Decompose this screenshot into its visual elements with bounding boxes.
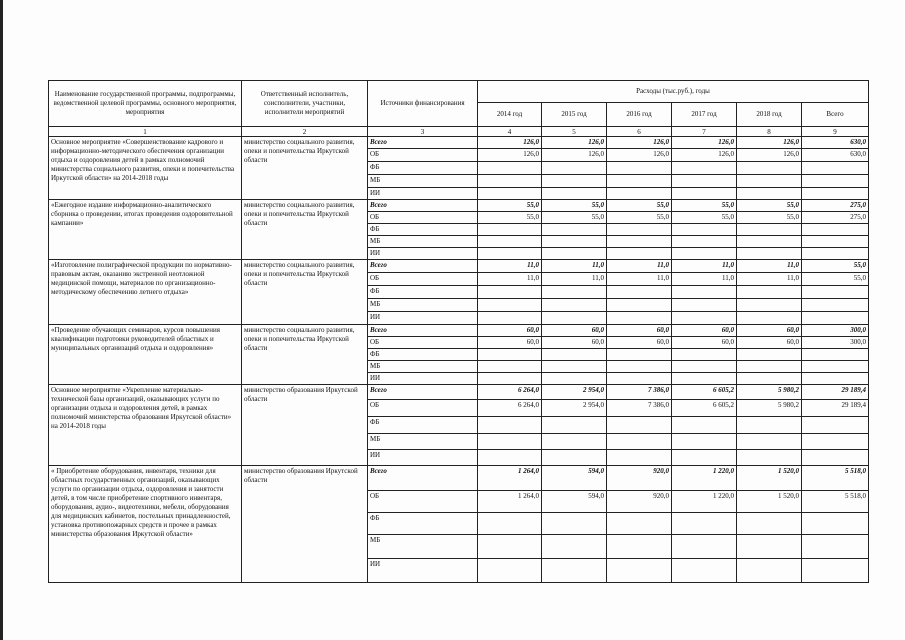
total-value-cell [802, 450, 869, 466]
year-value-cell: 55,0 [542, 200, 607, 212]
year-value-cell: 55,0 [737, 200, 802, 212]
year-value-cell [737, 417, 802, 434]
funding-source: Всего [368, 200, 478, 212]
year-value-cell: 11,0 [542, 260, 607, 273]
year-value-cell [542, 535, 607, 559]
year-value-cell [478, 248, 542, 260]
year-value-cell [478, 286, 542, 299]
year-value-cell [478, 434, 542, 450]
funding-source: ИИ [368, 559, 478, 583]
activity-name: «Проведение обучающих семинаров, курсов повышения квалификации подготовки руководителей областных и муниципальных организаций отдыха и оздоровления» [49, 325, 242, 385]
table-row [49, 466, 869, 491]
activity-executor: министерство социального развития, опеки и попечительства Иркутской области [242, 137, 368, 200]
funding-source: Всего [368, 325, 478, 337]
header-year: 2016 год [607, 103, 672, 127]
year-value-cell: 60,0 [607, 337, 672, 349]
funding-source: ОБ [368, 491, 478, 513]
funding-source: Всего [368, 385, 478, 400]
year-value-cell [607, 373, 672, 385]
year-value-cell: 11,0 [737, 273, 802, 286]
year-value-cell [672, 535, 737, 559]
column-number: 1 [49, 127, 242, 137]
column-number: 2 [242, 127, 368, 137]
year-value-cell [478, 373, 542, 385]
total-value-cell [802, 248, 869, 260]
year-value-cell [542, 349, 607, 361]
activity-name: «Ежегодное издание информационно-аналитического сборника о проведении, итогах проведения оздоровительной кампании» [49, 200, 242, 260]
total-value-cell [802, 224, 869, 236]
year-value-cell [737, 559, 802, 583]
total-value-cell: 5 518,0 [802, 491, 869, 513]
year-value-cell: 11,0 [542, 273, 607, 286]
year-value-cell: 126,0 [607, 137, 672, 149]
year-value-cell: 55,0 [672, 200, 737, 212]
table-row [49, 260, 869, 273]
total-value-cell: 275,0 [802, 200, 869, 212]
year-value-cell: 1 520,0 [737, 491, 802, 513]
funding-source: Всего [368, 260, 478, 273]
year-value-cell [478, 361, 542, 373]
year-value-cell: 60,0 [672, 325, 737, 337]
year-value-cell: 126,0 [542, 137, 607, 149]
year-value-cell: 1 520,0 [737, 466, 802, 491]
total-value-cell [802, 513, 869, 535]
year-value-cell [672, 349, 737, 361]
year-value-cell: 2 954,0 [542, 385, 607, 400]
year-value-cell: 126,0 [672, 149, 737, 162]
year-value-cell [737, 535, 802, 559]
year-value-cell [672, 417, 737, 434]
total-value-cell: 55,0 [802, 260, 869, 273]
table-body [49, 137, 869, 583]
activity-executor: министерство образования Иркутской области [242, 466, 368, 583]
year-value-cell: 11,0 [607, 273, 672, 286]
year-value-cell: 55,0 [478, 212, 542, 224]
year-value-cell: 11,0 [478, 260, 542, 273]
column-number: 4 [478, 127, 542, 137]
year-value-cell: 126,0 [542, 149, 607, 162]
year-value-cell [672, 188, 737, 200]
year-value-cell [672, 312, 737, 325]
year-value-cell: 55,0 [478, 200, 542, 212]
year-value-cell [607, 349, 672, 361]
year-value-cell [737, 188, 802, 200]
funding-source: ФБ [368, 162, 478, 175]
year-value-cell [478, 559, 542, 583]
year-value-cell: 2 954,0 [542, 400, 607, 417]
total-value-cell: 300,0 [802, 325, 869, 337]
total-value-cell [802, 434, 869, 450]
year-value-cell [607, 224, 672, 236]
total-value-cell [802, 286, 869, 299]
year-value-cell [542, 162, 607, 175]
year-value-cell [737, 373, 802, 385]
year-value-cell [478, 188, 542, 200]
total-value-cell: 300,0 [802, 337, 869, 349]
total-value-cell [802, 559, 869, 583]
funding-source: ФБ [368, 513, 478, 535]
year-value-cell [672, 162, 737, 175]
total-value-cell [802, 349, 869, 361]
year-value-cell [737, 349, 802, 361]
year-value-cell: 55,0 [607, 212, 672, 224]
funding-source: ИИ [368, 450, 478, 466]
year-value-cell [607, 434, 672, 450]
year-value-cell [478, 312, 542, 325]
year-value-cell [607, 299, 672, 312]
year-value-cell [737, 224, 802, 236]
year-value-cell [672, 286, 737, 299]
activity-executor: министерство социального развития, опеки и попечительства Иркутской области [242, 325, 368, 385]
year-value-cell [542, 286, 607, 299]
year-value-cell [737, 286, 802, 299]
total-value-cell [802, 535, 869, 559]
total-value-cell: 275,0 [802, 212, 869, 224]
activity-name: Основное мероприятие «Совершенствование кадрового и информационно-методического обеспечения организации отдыха и оздоровления детей в рамках полномочий министерства социального развития, опеки и попечительства Иркутской области» на 2014-2018 годы [49, 137, 242, 200]
table-row [49, 137, 869, 149]
year-value-cell [672, 513, 737, 535]
year-value-cell: 126,0 [737, 137, 802, 149]
year-value-cell: 1 220,0 [672, 466, 737, 491]
year-value-cell: 126,0 [478, 137, 542, 149]
total-value-cell [802, 373, 869, 385]
year-value-cell: 126,0 [672, 137, 737, 149]
funding-source: МБ [368, 434, 478, 450]
total-value-cell [802, 312, 869, 325]
scan-left-edge [0, 0, 3, 640]
year-value-cell [607, 312, 672, 325]
expenses-table [48, 80, 869, 583]
year-value-cell [542, 450, 607, 466]
activity-name: «Изготовление полиграфической продукции по нормативно-правовым актам, оказанию экстренной неотложной медицинской помощи, материалов по организационно-методическому обеспечению летнего отдыха» [49, 260, 242, 325]
year-value-cell [672, 224, 737, 236]
year-value-cell: 594,0 [542, 491, 607, 513]
funding-source: ОБ [368, 400, 478, 417]
year-value-cell: 920,0 [607, 466, 672, 491]
header-name-column: Наименование государственной программы, подпрограммы, ведомственной целевой программы, основного мероприятия, мероприятия [49, 81, 242, 127]
column-number: 8 [737, 127, 802, 137]
table-row [49, 325, 869, 337]
header-year: 2018 год [737, 103, 802, 127]
year-value-cell: 7 386,0 [607, 385, 672, 400]
year-value-cell: 55,0 [607, 200, 672, 212]
year-value-cell [737, 450, 802, 466]
year-value-cell: 11,0 [672, 260, 737, 273]
year-value-cell: 6 264,0 [478, 385, 542, 400]
funding-source: Всего [368, 466, 478, 491]
year-value-cell [737, 513, 802, 535]
year-value-cell: 11,0 [607, 260, 672, 273]
year-value-cell [607, 175, 672, 188]
year-value-cell [672, 434, 737, 450]
total-value-cell: 630,0 [802, 149, 869, 162]
year-value-cell: 55,0 [737, 212, 802, 224]
year-value-cell [542, 361, 607, 373]
funding-source: Всего [368, 137, 478, 149]
year-value-cell [478, 224, 542, 236]
column-number: 5 [542, 127, 607, 137]
total-value-cell [802, 162, 869, 175]
total-value-cell [802, 175, 869, 188]
funding-source: ИИ [368, 188, 478, 200]
funding-source: ФБ [368, 224, 478, 236]
year-value-cell [737, 236, 802, 248]
year-value-cell: 1 264,0 [478, 491, 542, 513]
funding-source: МБ [368, 175, 478, 188]
year-value-cell [478, 450, 542, 466]
funding-source: МБ [368, 236, 478, 248]
year-value-cell [542, 175, 607, 188]
funding-source: ОБ [368, 273, 478, 286]
year-value-cell: 5 980,2 [737, 400, 802, 417]
year-value-cell [478, 162, 542, 175]
year-value-cell [478, 175, 542, 188]
year-value-cell [542, 417, 607, 434]
year-value-cell: 60,0 [607, 325, 672, 337]
total-value-cell [802, 361, 869, 373]
year-value-cell [737, 434, 802, 450]
year-value-cell: 6 605,2 [672, 385, 737, 400]
year-value-cell: 60,0 [542, 325, 607, 337]
total-value-cell [802, 417, 869, 434]
year-value-cell: 126,0 [607, 149, 672, 162]
funding-source: ФБ [368, 349, 478, 361]
year-value-cell: 60,0 [478, 337, 542, 349]
year-value-cell: 55,0 [542, 212, 607, 224]
activity-name: « Приобретение оборудования, инвентаря, техники для областных государственных организаций, оказывающих услуги по организации отдыха, оздоровления и занятости детей, в том числе приобретение спортивного инвентаря, оборудования, аудио-, видеотехники, мебели, оборудования для медицинских кабинетов, постельных принадлежностей, установка противопожарных средств и прочее в рамках министерства образования Иркутской области» [49, 466, 242, 583]
total-value-cell [802, 299, 869, 312]
year-value-cell: 60,0 [737, 337, 802, 349]
year-value-cell [737, 175, 802, 188]
header-year: 2015 год [542, 103, 607, 127]
column-number: 9 [802, 127, 869, 137]
year-value-cell: 6 264,0 [478, 400, 542, 417]
header-source-column: Источники финансирования [368, 81, 478, 127]
year-value-cell: 7 386,0 [607, 400, 672, 417]
year-value-cell: 11,0 [672, 273, 737, 286]
year-value-cell [607, 417, 672, 434]
year-value-cell: 126,0 [478, 149, 542, 162]
funding-source: МБ [368, 361, 478, 373]
funding-source: ФБ [368, 417, 478, 434]
header-year: 2017 год [672, 103, 737, 127]
year-value-cell: 60,0 [672, 337, 737, 349]
year-value-cell: 6 605,2 [672, 400, 737, 417]
year-value-cell [607, 286, 672, 299]
header-year: 2014 год [478, 103, 542, 127]
year-value-cell: 920,0 [607, 491, 672, 513]
column-number: 6 [607, 127, 672, 137]
year-value-cell: 60,0 [737, 325, 802, 337]
year-value-cell [478, 513, 542, 535]
year-value-cell [672, 373, 737, 385]
table-row [49, 200, 869, 212]
year-value-cell [607, 535, 672, 559]
year-value-cell [607, 361, 672, 373]
funding-source: ОБ [368, 212, 478, 224]
year-value-cell [542, 312, 607, 325]
column-number: 3 [368, 127, 478, 137]
total-value-cell: 630,0 [802, 137, 869, 149]
year-value-cell [672, 175, 737, 188]
year-value-cell [542, 559, 607, 583]
year-value-cell: 11,0 [478, 273, 542, 286]
funding-source: ИИ [368, 312, 478, 325]
year-value-cell [607, 236, 672, 248]
year-value-cell [737, 299, 802, 312]
funding-source: ОБ [368, 149, 478, 162]
year-value-cell [607, 162, 672, 175]
table-row [49, 385, 869, 400]
year-value-cell [542, 299, 607, 312]
header-executor-column: Ответственный исполнитель, соисполнители, участники, исполнители мероприятий [242, 81, 368, 127]
year-value-cell [607, 513, 672, 535]
year-value-cell [542, 373, 607, 385]
column-number: 7 [672, 127, 737, 137]
year-value-cell [542, 188, 607, 200]
year-value-cell [478, 535, 542, 559]
header-expenses: Расходы (тыс.руб.), годы [478, 81, 869, 103]
year-value-cell [737, 248, 802, 260]
funding-source: ИИ [368, 248, 478, 260]
funding-source: ИИ [368, 373, 478, 385]
total-value-cell: 5 518,0 [802, 466, 869, 491]
year-value-cell [478, 299, 542, 312]
year-value-cell [672, 559, 737, 583]
total-value-cell: 29 189,4 [802, 400, 869, 417]
funding-source: ОБ [368, 337, 478, 349]
activity-executor: министерство социального развития, опеки и попечительства Иркутской области [242, 200, 368, 260]
funding-source: ФБ [368, 286, 478, 299]
year-value-cell [607, 188, 672, 200]
activity-executor: министерство социального развития, опеки и попечительства Иркутской области [242, 260, 368, 325]
total-value-cell [802, 236, 869, 248]
year-value-cell: 1 264,0 [478, 466, 542, 491]
year-value-cell [607, 559, 672, 583]
year-value-cell: 5 980,2 [737, 385, 802, 400]
year-value-cell [542, 513, 607, 535]
year-value-cell [478, 349, 542, 361]
year-value-cell [672, 361, 737, 373]
year-value-cell [672, 236, 737, 248]
year-value-cell [478, 417, 542, 434]
year-value-cell [542, 434, 607, 450]
year-value-cell: 55,0 [672, 212, 737, 224]
year-value-cell [607, 248, 672, 260]
total-value-cell: 55,0 [802, 273, 869, 286]
funding-source: МБ [368, 299, 478, 312]
year-value-cell [542, 224, 607, 236]
year-value-cell [607, 450, 672, 466]
year-value-cell [672, 299, 737, 312]
activity-executor: министерство образования Иркутской области [242, 385, 368, 466]
year-value-cell [737, 312, 802, 325]
year-value-cell: 594,0 [542, 466, 607, 491]
year-value-cell [542, 248, 607, 260]
year-value-cell: 60,0 [542, 337, 607, 349]
funding-source: МБ [368, 535, 478, 559]
year-value-cell [672, 248, 737, 260]
year-value-cell: 126,0 [737, 149, 802, 162]
year-value-cell [737, 361, 802, 373]
header-total-column: Всего [802, 103, 869, 127]
total-value-cell: 29 189,4 [802, 385, 869, 400]
year-value-cell [672, 450, 737, 466]
year-value-cell [542, 236, 607, 248]
activity-name: Основное мероприятие «Укрепление материально-технической базы организаций, оказывающих услуги по организации отдыха и оздоровления детей, в рамках полномочий министерства образования Иркутской области» на 2014-2018 годы [49, 385, 242, 466]
year-value-cell [737, 162, 802, 175]
year-value-cell: 60,0 [478, 325, 542, 337]
year-value-cell: 11,0 [737, 260, 802, 273]
total-value-cell [802, 188, 869, 200]
year-value-cell [478, 236, 542, 248]
year-value-cell: 1 220,0 [672, 491, 737, 513]
